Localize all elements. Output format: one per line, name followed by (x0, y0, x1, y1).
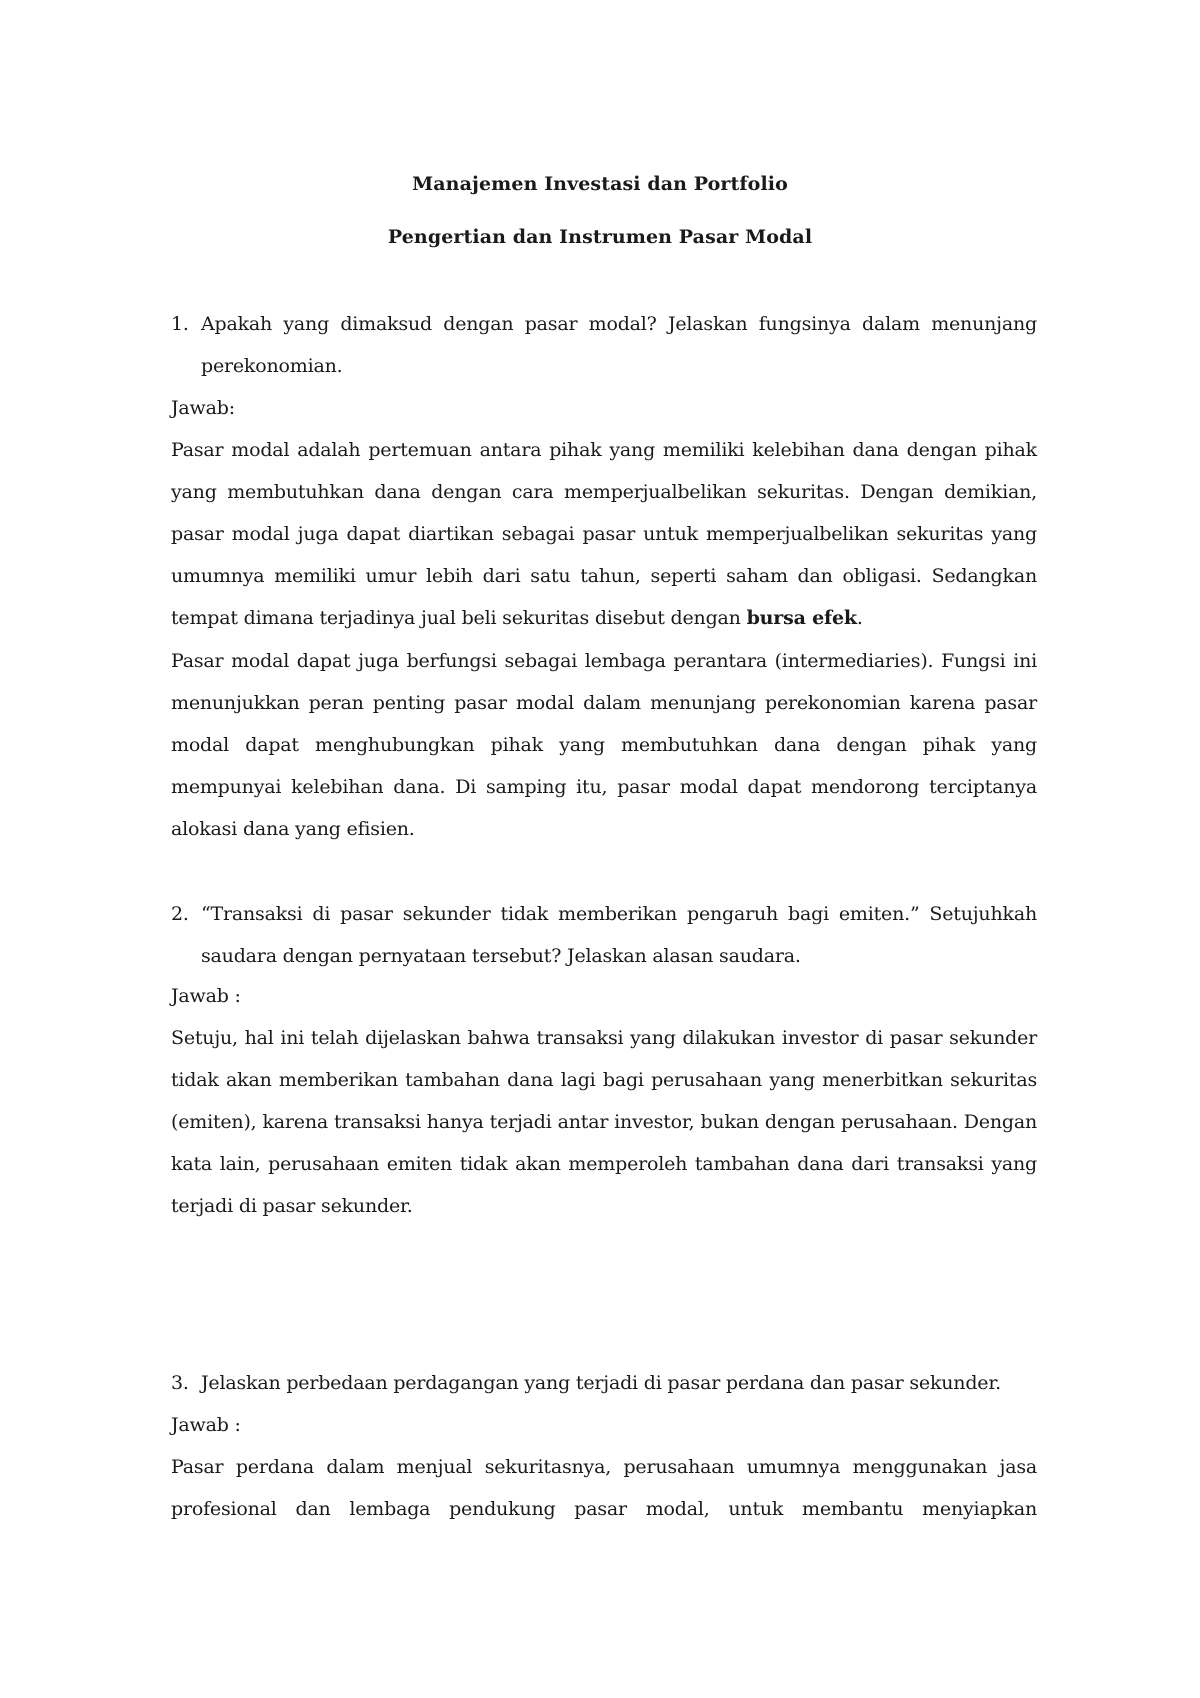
answer-1-p1-end: . (856, 607, 863, 629)
document-title: Manajemen Investasi dan Portfolio (412, 173, 788, 195)
answer-1-p1-text: Pasar modal adalah pertemuan antara pihak yang memiliki kelebihan dana dengan pihak yang membutuhkan dana dengan cara memperjualbelikan sekuritas. Dengan demikian, pasar modal juga dapat diartikan sebagai pasar untuk memperjualbelikan sekuritas yang umumnya memiliki umur lebih dari satu tahun, seperti saham dan obligasi. Sedangkan tempat dimana terjadinya jual beli sekuritas disebut dengan (171, 439, 1037, 629)
question-2-number: 2. (171, 903, 189, 925)
answer-3-label: Jawab : (171, 1414, 241, 1436)
question-2-text: “Transaksi di pasar sekunder tidak memberikan pengaruh bagi emiten.” Setujuhkah saudara dengan pernyataan tersebut? Jelaskan alasan saudara. (201, 903, 1037, 967)
answer-3-paragraph: Pasar perdana dalam menjual sekuritasnya, perusahaan umumnya menggunakan jasa profesional dan lembaga pendukung pasar modal, untuk membantu menyiapkan (171, 1456, 1037, 1520)
document-subtitle: Pengertian dan Instrumen Pasar Modal (387, 226, 813, 248)
answer-1-paragraph-1 (171, 429, 1037, 639)
question-3 (171, 1362, 1037, 1404)
question-3-text: Jelaskan perbedaan perdagangan yang terjadi di pasar perdana dan pasar sekunder. (201, 1372, 1001, 1394)
question-1 (171, 303, 1037, 387)
question-1-number: 1. (171, 313, 189, 335)
answer-1-paragraph-2: Pasar modal dapat juga berfungsi sebagai lembaga perantara (intermediaries). Fungsi ini menunjukkan peran penting pasar modal dalam menunjang perekonomian karena pasar modal dapat menghubungkan pihak yang membutuhkan dana dengan pihak yang mempunyai kelebihan dana. Di samping itu, pasar modal dapat mendorong terciptanya alokasi dana yang efisien. (171, 650, 1037, 840)
question-3-number: 3. (171, 1372, 189, 1394)
question-1-text: Apakah yang dimaksud dengan pasar modal? Jelaskan fungsinya dalam menunjang perekonomian. (201, 313, 1037, 377)
answer-2-label: Jawab : (171, 985, 241, 1007)
answer-1-bold-term: bursa efek (746, 607, 857, 629)
question-2 (171, 893, 1037, 977)
answer-1-label: Jawab: (171, 397, 235, 419)
answer-2-paragraph: Setuju, hal ini telah dijelaskan bahwa transaksi yang dilakukan investor di pasar sekunder tidak akan memberikan tambahan dana lagi bagi perusahaan yang menerbitkan sekuritas (emiten), karena transaksi hanya terjadi antar investor, bukan dengan perusahaan. Dengan kata lain, perusahaan emiten tidak akan memperoleh tambahan dana dari transaksi yang terjadi di pasar sekunder. (171, 1027, 1037, 1217)
